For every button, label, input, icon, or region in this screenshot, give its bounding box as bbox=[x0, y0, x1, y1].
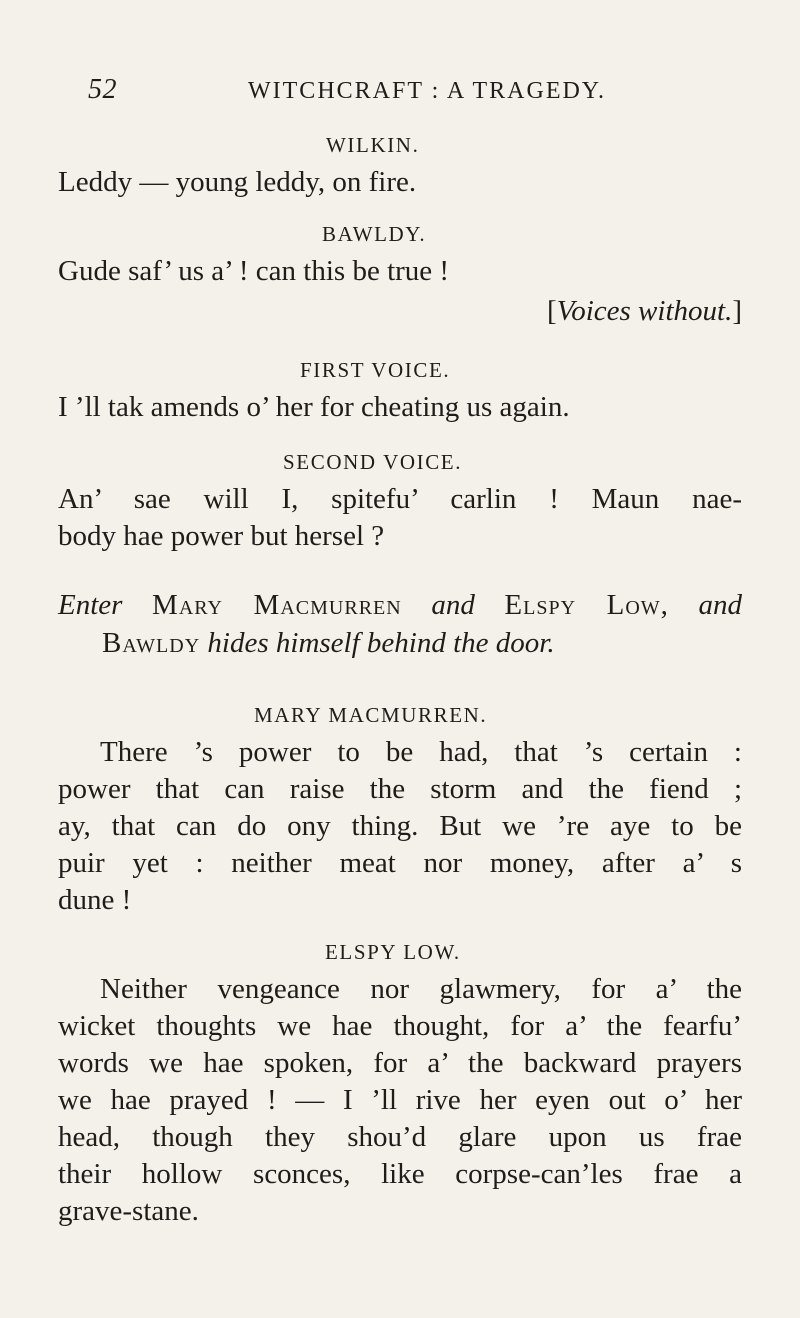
speaker-bawldy: BAWLDY. bbox=[322, 222, 427, 246]
dialogue-line: we hae prayed ! — I ’ll rive her eyen out o’ her bbox=[58, 1084, 742, 1116]
bracket-close: ] bbox=[732, 295, 742, 327]
page-number: 52 bbox=[88, 74, 117, 105]
stage-action: hides himself behind the door. bbox=[207, 627, 555, 659]
dialogue-line: dune ! bbox=[58, 884, 132, 916]
bracket-open: [ bbox=[547, 295, 557, 327]
speaker-second-voice: SECOND VOICE. bbox=[283, 450, 463, 474]
speaker-mary-macmurren: MARY MACMURREN. bbox=[254, 703, 488, 727]
running-title: WITCHCRAFT : A TRAGEDY. bbox=[248, 78, 607, 104]
dialogue-line: ay, that can do ony thing. But we ’re aye to be bbox=[58, 810, 742, 842]
character-name: Mary Macmurren bbox=[152, 589, 402, 621]
entrance-line-1 bbox=[58, 587, 742, 623]
stage-direction-voices bbox=[547, 293, 742, 329]
running-head bbox=[88, 74, 738, 114]
dialogue-line: I ’ll tak amends o’ her for cheating us again. bbox=[58, 391, 570, 423]
dialogue-line: head, though they shou’d glare upon us frae bbox=[58, 1121, 742, 1153]
character-name: Bawldy bbox=[102, 627, 201, 659]
dialogue-line: words we hae spoken, for a’ the backward prayers bbox=[58, 1047, 742, 1079]
stage-text: Voices without. bbox=[556, 295, 733, 327]
entrance-line-2 bbox=[102, 625, 742, 661]
dialogue-line: There ’s power to be had, that ’s certain : bbox=[100, 736, 742, 768]
dialogue-line: body hae power but hersel ? bbox=[58, 520, 385, 552]
dialogue-line: grave-stane. bbox=[58, 1195, 199, 1227]
dialogue-line: power that can raise the storm and the fiend ; bbox=[58, 773, 742, 805]
enter-word: Enter bbox=[58, 589, 123, 621]
dialogue-line: puir yet : neither meat nor money, after a’ s bbox=[58, 847, 742, 879]
dialogue-line: wicket thoughts we hae thought, for a’ the fearfu’ bbox=[58, 1010, 742, 1042]
dialogue-line: Gude saf’ us a’ ! can this be true ! bbox=[58, 255, 450, 287]
character-name: Elspy Low, bbox=[504, 589, 669, 621]
speaker-wilkin: WILKIN. bbox=[326, 133, 420, 157]
dialogue-line: Neither vengeance nor glawmery, for a’ the bbox=[100, 973, 742, 1005]
speaker-first-voice: FIRST VOICE. bbox=[300, 358, 451, 382]
dialogue-line: Leddy — young leddy, on fire. bbox=[58, 166, 417, 198]
dialogue-line: their hollow sconces, like corpse-can’les frae a bbox=[58, 1158, 742, 1190]
speaker-elspy-low: ELSPY LOW. bbox=[325, 940, 461, 964]
dialogue-line: An’ sae will I, spitefu’ carlin ! Maun nae- bbox=[58, 483, 742, 515]
conjunction: and bbox=[431, 589, 475, 621]
conjunction: and bbox=[698, 589, 743, 621]
